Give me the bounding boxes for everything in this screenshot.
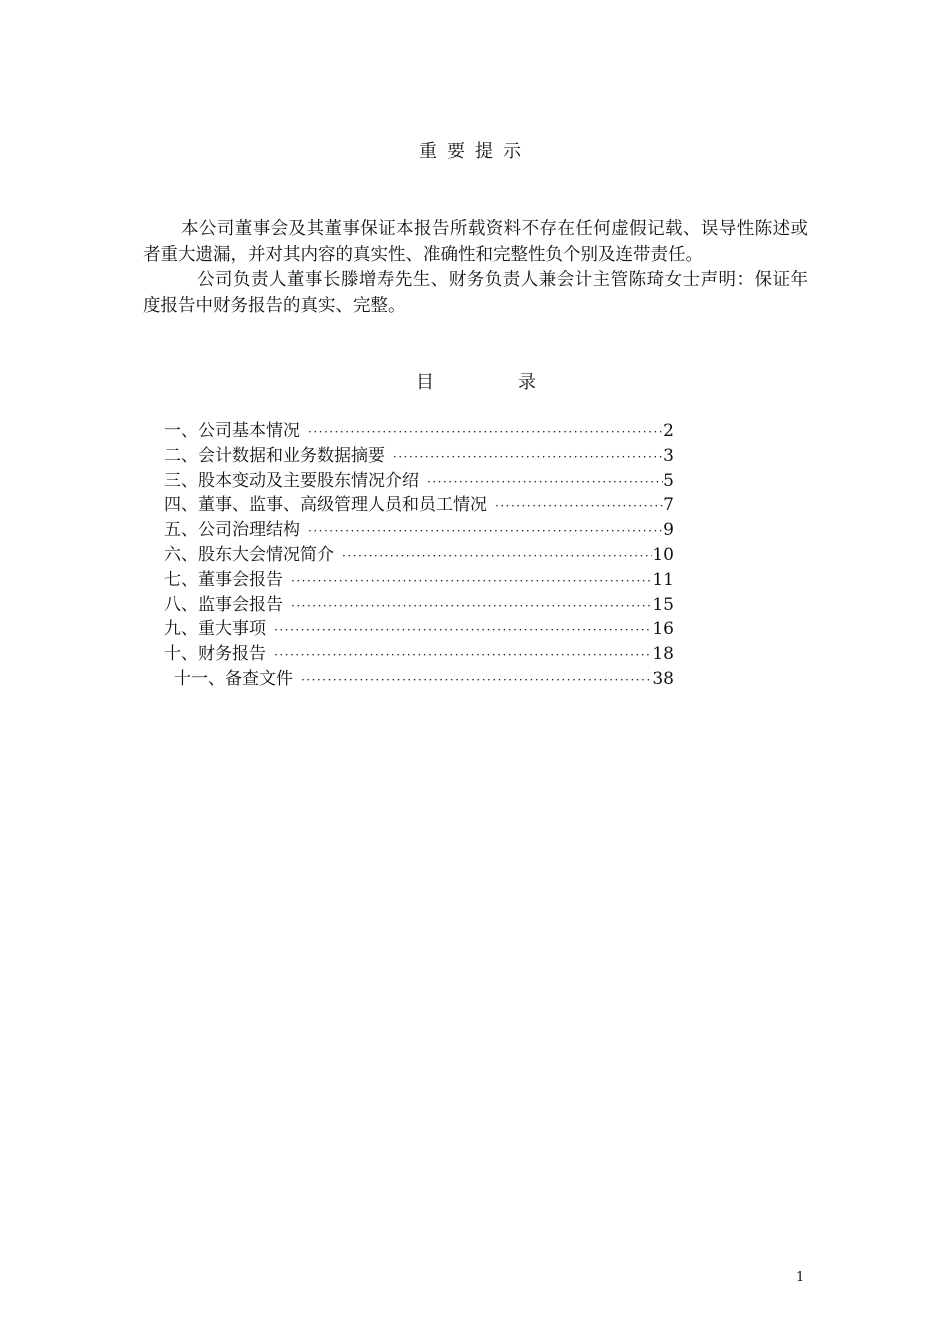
toc-entry-label: 四、董事、监事、高级管理人员和员工情况 bbox=[164, 495, 487, 516]
toc-entry-page: 3 bbox=[663, 445, 674, 466]
toc-leader-dots bbox=[274, 623, 652, 637]
toc-entry[interactable] bbox=[164, 490, 674, 515]
toc-leader-dots bbox=[427, 475, 663, 489]
toc-entry-label: 七、董事会报告 bbox=[164, 569, 283, 590]
notice-title: 重要提示 bbox=[419, 141, 531, 162]
toc-title-right: 录 bbox=[518, 372, 536, 393]
toc-entry-page: 15 bbox=[652, 594, 674, 615]
toc-leader-dots bbox=[342, 549, 652, 563]
table-of-contents bbox=[164, 416, 674, 689]
toc-entry-page: 7 bbox=[663, 495, 674, 516]
toc-title-left: 目 bbox=[416, 372, 434, 393]
toc-entry-label: 九、重大事项 bbox=[164, 619, 266, 640]
toc-entry[interactable] bbox=[164, 664, 674, 689]
toc-entry[interactable] bbox=[164, 441, 674, 466]
toc-title bbox=[416, 368, 536, 394]
toc-entry[interactable] bbox=[164, 416, 674, 441]
toc-leader-dots bbox=[308, 425, 663, 439]
toc-entry-page: 5 bbox=[663, 470, 674, 491]
toc-entry[interactable] bbox=[164, 466, 674, 491]
toc-leader-dots bbox=[301, 673, 652, 687]
toc-leader-dots bbox=[274, 648, 652, 662]
notice-paragraph-liability: 本公司董事会及其董事保证本报告所载资料不存在任何虚假记载、误导性陈述或者重大遗漏，并对其内容的真实性、准确性和完整性负个别及连带责任。 bbox=[143, 219, 808, 265]
toc-leader-dots bbox=[308, 524, 663, 538]
toc-entry[interactable] bbox=[164, 590, 674, 615]
toc-entry-label: 十、财务报告 bbox=[164, 644, 266, 665]
toc-leader-dots bbox=[495, 499, 663, 513]
toc-entry-label: 十一、备查文件 bbox=[174, 668, 293, 689]
toc-entry[interactable] bbox=[164, 540, 674, 565]
toc-entry-label: 三、股本变动及主要股东情况介绍 bbox=[164, 470, 419, 491]
toc-entry-page: 11 bbox=[652, 569, 674, 590]
toc-leader-dots bbox=[393, 450, 663, 464]
toc-entry[interactable] bbox=[164, 565, 674, 590]
toc-entry-page: 9 bbox=[663, 520, 674, 541]
toc-leader-dots bbox=[291, 574, 652, 588]
page-number: 1 bbox=[796, 1270, 805, 1285]
notice-paragraph-declaration: 公司负责人董事长滕增寿先生、财务负责人兼会计主管陈琦女士声明：保证年度报告中财务报告的真实、完整。 bbox=[143, 270, 808, 316]
toc-entry-label: 五、公司治理结构 bbox=[164, 520, 300, 541]
toc-entry-page: 38 bbox=[652, 668, 674, 689]
toc-entry-page: 2 bbox=[663, 421, 674, 441]
toc-leader-dots bbox=[291, 599, 652, 613]
toc-entry[interactable] bbox=[164, 515, 674, 540]
toc-entry-label: 二、会计数据和业务数据摘要 bbox=[164, 445, 385, 466]
toc-entry[interactable] bbox=[164, 639, 674, 664]
toc-entry-page: 10 bbox=[652, 544, 674, 565]
toc-entry-page: 16 bbox=[652, 619, 674, 640]
toc-entry-label: 八、监事会报告 bbox=[164, 594, 283, 615]
toc-entry[interactable] bbox=[164, 614, 674, 639]
toc-entry-label: 一、公司基本情况 bbox=[164, 421, 300, 441]
toc-entry-page: 18 bbox=[652, 644, 674, 665]
toc-entry-label: 六、股东大会情况简介 bbox=[164, 544, 334, 565]
